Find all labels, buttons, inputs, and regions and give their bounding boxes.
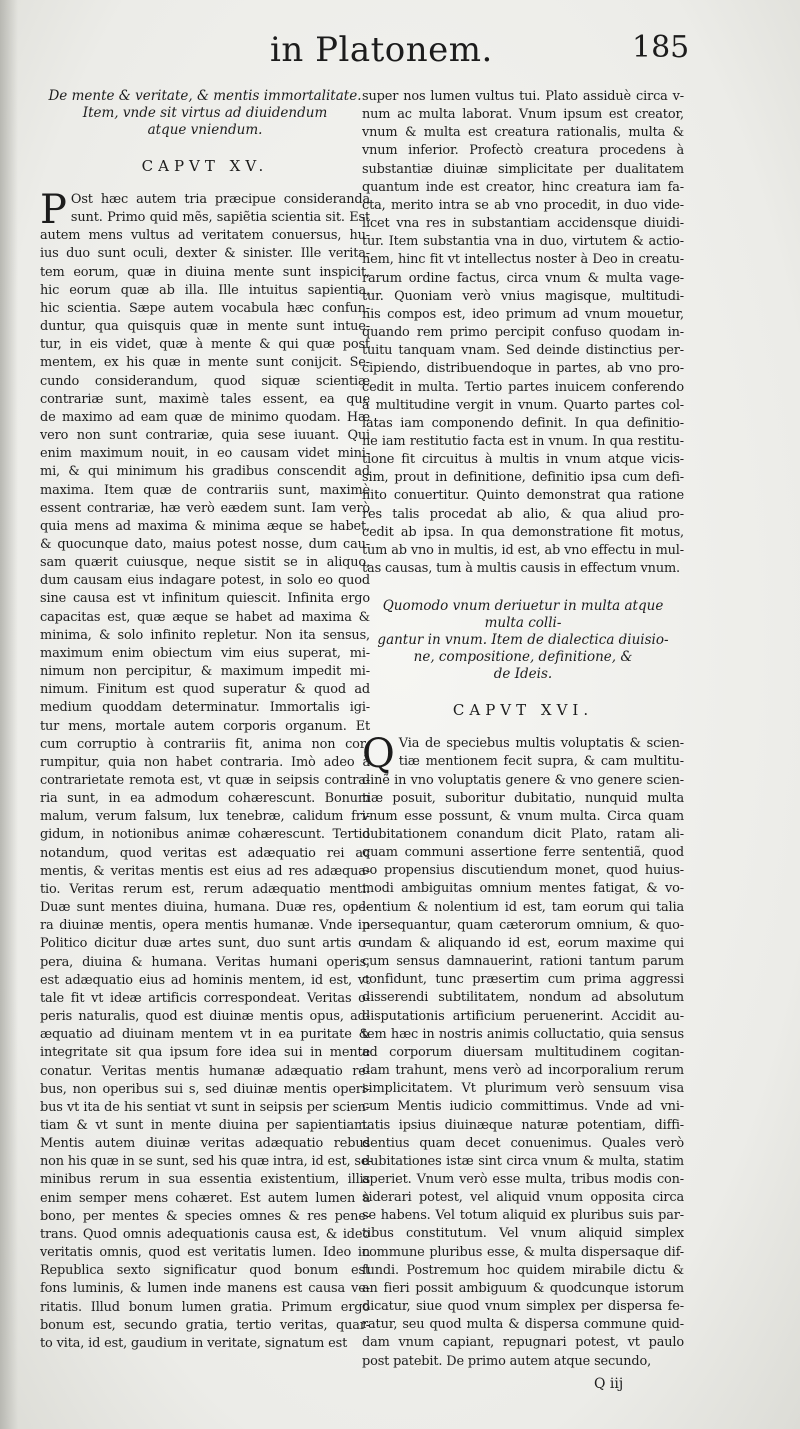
text-line: licet vna res in substantiam accidensque diuidi- <box>362 216 684 232</box>
text-line: contrariæ sunt, maximè tales essent, ea quę <box>40 391 370 407</box>
text-line: tio. Veritas rerum est, rerum adæquatio menti. <box>40 881 370 897</box>
text-line: tale fit vt ideæ artificis correspondeat. Veritas o- <box>40 990 370 1006</box>
text-line: nimum non percipitur, & maximum impedit mi- <box>40 664 370 680</box>
chapter-15-heading: CAPVT XV. <box>141 157 269 175</box>
text-line: æquatio ad diuinam mentem vt in ea puritate & <box>40 1027 370 1043</box>
text-line: cum Mentis iudicio committimus. Vnde ad vni- <box>362 1099 684 1115</box>
text-line: sam quærit cuiusque, neque sistit se in aliquo, <box>40 555 370 571</box>
text-line: nem, hinc fit vt intellectus noster à Deo in creatu- <box>362 252 684 268</box>
text-line: bono, per mentes & species omnes & res pene- <box>40 1208 370 1224</box>
text-line: tibus constitutum. Vel vnum aliquid simplex <box>362 1226 684 1242</box>
text-line: mentis, & veritas mentis est eius ad res adæqua- <box>40 863 370 879</box>
text-line: cum sensus damnauerint, rationi tantum parum <box>362 954 684 970</box>
gutter-shadow <box>0 0 18 1429</box>
text-line: trans. Quod omnis adequationis causa est, & ideo <box>40 1226 370 1242</box>
text-line: tur mens, mortale autem corporis organum. Et <box>40 718 370 734</box>
text-line: Republica sexto significatur quod bonum est <box>40 1263 370 1279</box>
text-line: veritatis omnis, quod est veritatis lumen. Ideo in <box>40 1245 370 1261</box>
text-line: vnum inferior. Profectò creatura procedens à <box>362 143 684 159</box>
text-line: cipiendo, distribuendoque in partes, ab vno pro- <box>362 361 684 377</box>
right-column <box>362 88 684 1371</box>
text-line: fundi. Postremum hoc quidem mirabile dictu & <box>362 1262 684 1278</box>
text-line: ratur, seu quod multa & dispersa commune quid- <box>362 1317 684 1333</box>
text-line: tur, in eis videt, quæ à mente & qui quæ post <box>40 337 370 353</box>
text-line: malum, verum falsum, lux tenebræ, calidum fri- <box>40 809 370 825</box>
text-line: enim maximum nouit, in eo causam videt mini- <box>40 446 370 462</box>
chapter-16-rubric <box>362 598 684 683</box>
text-line: modi ambiguitas omnium mentes fatigat, & vo- <box>362 881 684 897</box>
text-line: bonum est, secundo gratia, tertio veritas, quar- <box>40 1317 370 1333</box>
text-line: tiam & vt sunt in mente diuina per sapientiam. <box>40 1117 370 1133</box>
text-line: sim, prout in definitione, definitio ipsa cum defi- <box>362 470 684 486</box>
text-line: sunt. Primo quid mẽs, sapiẽtia scientia sit. Est <box>70 210 370 226</box>
text-line: mi, & qui minimum his gradibus conscendit ad <box>40 464 370 480</box>
text-line: est adæquatio eius ad hominis mentem, id est, vt <box>40 972 370 988</box>
text-line: bus, non operibus sui s, sed diuinæ mentis operi- <box>40 1081 370 1097</box>
text-line: Politico dicitur duæ artes sunt, duo sunt artis o- <box>40 936 370 952</box>
text-line: hic eorum quæ ab illa. Ille intuitus sapientia, <box>40 282 370 298</box>
text-line: super nos lumen vultus tui. Plato assiduè circa v- <box>362 89 684 104</box>
text-line: hic scientia. Sæpe autem vocabula hæc confun- <box>40 300 370 316</box>
text-line: tiæ mentionem fecit supra, & cam multitu- <box>398 754 684 770</box>
text-line: dum causam eius indagare potest, in solo eo quod <box>40 573 370 589</box>
chapter-15-body <box>40 187 373 1353</box>
text-line: sine causa est vt infinitum quiescit. Infinita ergo <box>40 591 370 607</box>
text-line: quantum inde est creator, hinc creatura iam fa- <box>362 179 684 195</box>
text-line: quando rem primo percipit confuso quodam in- <box>362 325 684 341</box>
text-line: an fieri possit ambiguum & quodcunque istorum <box>362 1280 684 1296</box>
text-line: maxima. Item quæ de contrariis sunt, maximè <box>40 482 370 498</box>
text-line: fons luminis, & lumen inde manens est causa ve- <box>40 1281 370 1297</box>
text-line: ria sunt, in ea admodum cohærescunt. Bonum <box>40 791 370 807</box>
text-line: enim semper mens cohæret. Est autem lumen à <box>40 1190 370 1206</box>
text-line: num ac multa laborat. Vnum ipsum est creator, <box>362 107 684 123</box>
chapter-16-heading: CAPVT XVI. <box>452 701 594 720</box>
rubric-line: Quomodo vnum deriuetur in multa atque multa colli- <box>382 598 664 632</box>
text-line: cundo considerandum, quod siquæ scientiæ <box>40 373 370 389</box>
text-line: autem mens vultus ad veritatem conuersus, hu- <box>40 228 370 244</box>
text-line: aperiet. Vnum verò esse multa, tribus modis con- <box>362 1171 684 1187</box>
text-line: Via de speciebus multis voluptatis & scien- <box>398 736 684 752</box>
text-line: nis compos est, ideo primum ad vnum mouetur, <box>362 306 684 322</box>
page-number: 185 <box>632 30 690 65</box>
text-line: tatis ipsius diuinæque naturæ potentiam, diffi- <box>362 1117 684 1133</box>
text-line: & quocunque dato, maius potest nosse, dum cau- <box>40 536 370 552</box>
text-line: conatur. Veritas mentis humanæ adæquatio re- <box>40 1063 370 1079</box>
text-line: substantiæ diuinæ simplicitate per dualitatem <box>362 161 684 177</box>
text-line: Mentis autem diuinæ veritas adæquatio rebus <box>40 1136 370 1152</box>
text-line: essent contrariæ, hæ verò eædem sunt. Iam verò <box>40 500 370 516</box>
text-line: ne iam restitutio facta est in vnum. In qua restitu- <box>362 433 684 449</box>
text-line: capacitas est, quæ æque se habet ad maxima & <box>40 609 370 625</box>
text-line: vnum & multa est creatura rationalis, multa & <box>362 125 684 141</box>
text-line: tur. Item substantia vna in duo, virtutem & actio- <box>362 234 684 250</box>
text-line: contrarietate remota est, vt quæ in seipsis contra- <box>40 773 370 788</box>
text-line: tum ab vno in multis, id est, ab vno effectu in mul- <box>362 542 684 558</box>
text-line: tur. Quoniam verò vnius magisque, multitudi- <box>362 288 684 304</box>
text-line: cta, merito intra se ab vno procedit, in duo vide- <box>362 197 684 213</box>
text-line: tione fit circuitus à multis in vnum atque vicis- <box>362 452 684 468</box>
text-line: confidunt, tunc præsertim cum prima aggressi <box>362 972 684 988</box>
text-line: dentius quam decet conuenimus. Quales verò <box>362 1135 684 1151</box>
text-line: tas causas, tum à multis causis in effectum vnum. <box>362 561 681 577</box>
rubric-line: gantur in vnum. Item de dialectica diuisio- <box>377 632 669 649</box>
drop-cap: Q <box>362 731 395 778</box>
left-column <box>40 88 373 1353</box>
text-line: dinẽ in vno voluptatis genere & vno genere scien- <box>362 772 684 788</box>
text-line: dubitationes istæ sint circa vnum & multa, statim <box>362 1153 684 1169</box>
text-line: eo propensius discutiendum monet, quod huius- <box>362 863 684 879</box>
text-line: de maximo ad eam quæ de minimo quodam. Hæ <box>40 409 370 425</box>
text-line: peris naturalis, quod est diuinæ mentis opus, ad- <box>40 1009 370 1025</box>
text-line: quam communi assertione ferre sententiã, quod <box>362 845 684 861</box>
text-line: bus vt ita de his sentiat vt sunt in seipsis per scien- <box>40 1099 370 1115</box>
rubric-line: ne, compositione, definitione, & <box>413 649 633 666</box>
text-line: ritatis. Illud bonum lumen gratia. Primum ergo <box>40 1299 370 1315</box>
text-line: gidum, in notionibus animæ cohærescunt. Tertio <box>40 827 370 843</box>
text-line: to vita, id est, gaudium in veritate, signatum est <box>40 1335 348 1351</box>
text-line: minima, & solo infinito repletur. Non ita sensus, <box>40 627 370 643</box>
text-line: vnum esse possunt, & vnum multa. Circa quam <box>362 808 684 824</box>
text-line: lentium & nolentium id est, tam eorum qui talia <box>362 899 684 915</box>
text-line: Duæ sunt mentes diuina, humana. Duæ res, ope- <box>40 900 370 916</box>
text-line: cedit in multa. Tertio partes inuicem conferendo <box>362 379 684 395</box>
text-line: rundam & aliquando id est, eorum maxime qui <box>362 935 684 951</box>
text-line: dam vnum capiant, repugnari potest, vt paulo <box>362 1335 684 1351</box>
text-line: tem hæc in nostris animis colluctatio, quia sensus <box>362 1026 684 1042</box>
text-line: persequantur, quam cæterorum omnium, & quo- <box>362 917 684 933</box>
text-line: disserendi subtilitatem, nondum ad absolutum <box>362 990 684 1006</box>
text-line: rarum ordine factus, circa vnum & multa vage- <box>362 270 684 286</box>
text-line: res talis procedat ab alio, & qua aliud pro- <box>362 506 684 522</box>
text-line: cedit ab ipsa. In qua demonstratione fit motus, <box>362 524 684 540</box>
chapter-15-continuation <box>362 88 684 578</box>
text-line: quia mens ad maxima & minima æque se habet, <box>40 518 370 534</box>
text-line: pera, diuina & humana. Veritas humani operis, <box>40 954 370 970</box>
rubric-line: atque vniendum. <box>147 122 263 138</box>
text-line: post patebit. De primo autem atque secundo, <box>362 1353 652 1369</box>
signature-mark: Q iij <box>594 1376 624 1392</box>
text-line: maximum enim obiectum vim eius superat, mi- <box>40 645 370 661</box>
rubric-line: De mente & veritate, & mentis immortalitate. <box>48 88 362 104</box>
chapter-15-rubric <box>40 88 370 139</box>
text-line: rumpitur, quia non habet contraria. Imò adeo à <box>40 754 370 770</box>
text-line: dubitationem conandum dicit Plato, ratam ali- <box>362 827 684 842</box>
text-line: mentem, ex his quæ in mente sunt conijcit. Se- <box>40 355 370 371</box>
text-line: integritate sit qua ipsum fore idea sui in mente <box>40 1045 370 1061</box>
text-line: se habens. Vel totum aliquid ex pluribus suis par- <box>362 1208 684 1224</box>
text-line: tuitu tanquam vnam. Sed deinde distinctius per- <box>362 343 684 359</box>
text-line: medium quoddam determinatur. Immortalis igi- <box>40 700 370 716</box>
text-line: ius duo sunt oculi, dexter & sinister. Ille verita- <box>40 246 370 262</box>
text-line: dam trahunt, mens verò ad incorporalium rerum <box>362 1063 684 1079</box>
text-line: duntur, qua quisquis quæ in mente sunt intue- <box>40 319 370 335</box>
text-line: vero non sunt contrariæ, quia sese iuuant. Qui <box>40 428 370 444</box>
text-line: disputationis artificium peruenerint. Accidit au- <box>362 1008 684 1024</box>
text-line: tem eorum, quæ in diuina mente sunt inspicit, <box>40 264 370 280</box>
text-line: siderari potest, vel aliquid vnum opposita circa <box>362 1190 684 1206</box>
text-line: latas iam componendo definit. In qua definitio- <box>362 415 684 431</box>
text-line: notandum, quod veritas est adæquatio rei ac <box>40 845 370 861</box>
text-line: nimum. Finitum est quod superatur & quod ad <box>40 682 370 698</box>
text-line: simplicitatem. Vt plurimum verò sensuum visa <box>362 1081 684 1097</box>
text-line: Ost hæc autem tria præcipue consideranda <box>70 192 370 207</box>
rubric-line: de Ideis. <box>493 666 553 683</box>
running-head: in Platonem. <box>270 30 493 70</box>
text-line: ad corporum diuersam multitudinem cogitan- <box>362 1044 684 1060</box>
chapter-16-body <box>362 731 684 1370</box>
text-line: minibus rerum in sua essentia existentium, illis <box>40 1172 370 1188</box>
drop-cap: P <box>40 187 67 233</box>
text-line: commune pluribus esse, & multa dispersaque dif- <box>362 1244 684 1260</box>
text-line: nito conuertitur. Quinto demonstrat qua ratione <box>362 488 684 504</box>
text-line: tiæ posuit, suboritur dubitatio, nunquid multa <box>362 790 684 806</box>
text-line: non his quæ in se sunt, sed his quæ intra, id est, se- <box>40 1154 373 1170</box>
text-line: cum corruptio à contrariis fit, anima non cor- <box>40 736 370 752</box>
text-line: ra diuinæ mentis, opera mentis humanæ. Vnde in <box>40 918 370 934</box>
text-line: dicatur, siue quod vnum simplex per dispersa fe- <box>362 1299 684 1315</box>
rubric-line: Item, vnde sit virtus ad diuidendum <box>82 105 328 121</box>
text-line: à multitudine vergit in vnum. Quarto partes col- <box>362 397 684 413</box>
